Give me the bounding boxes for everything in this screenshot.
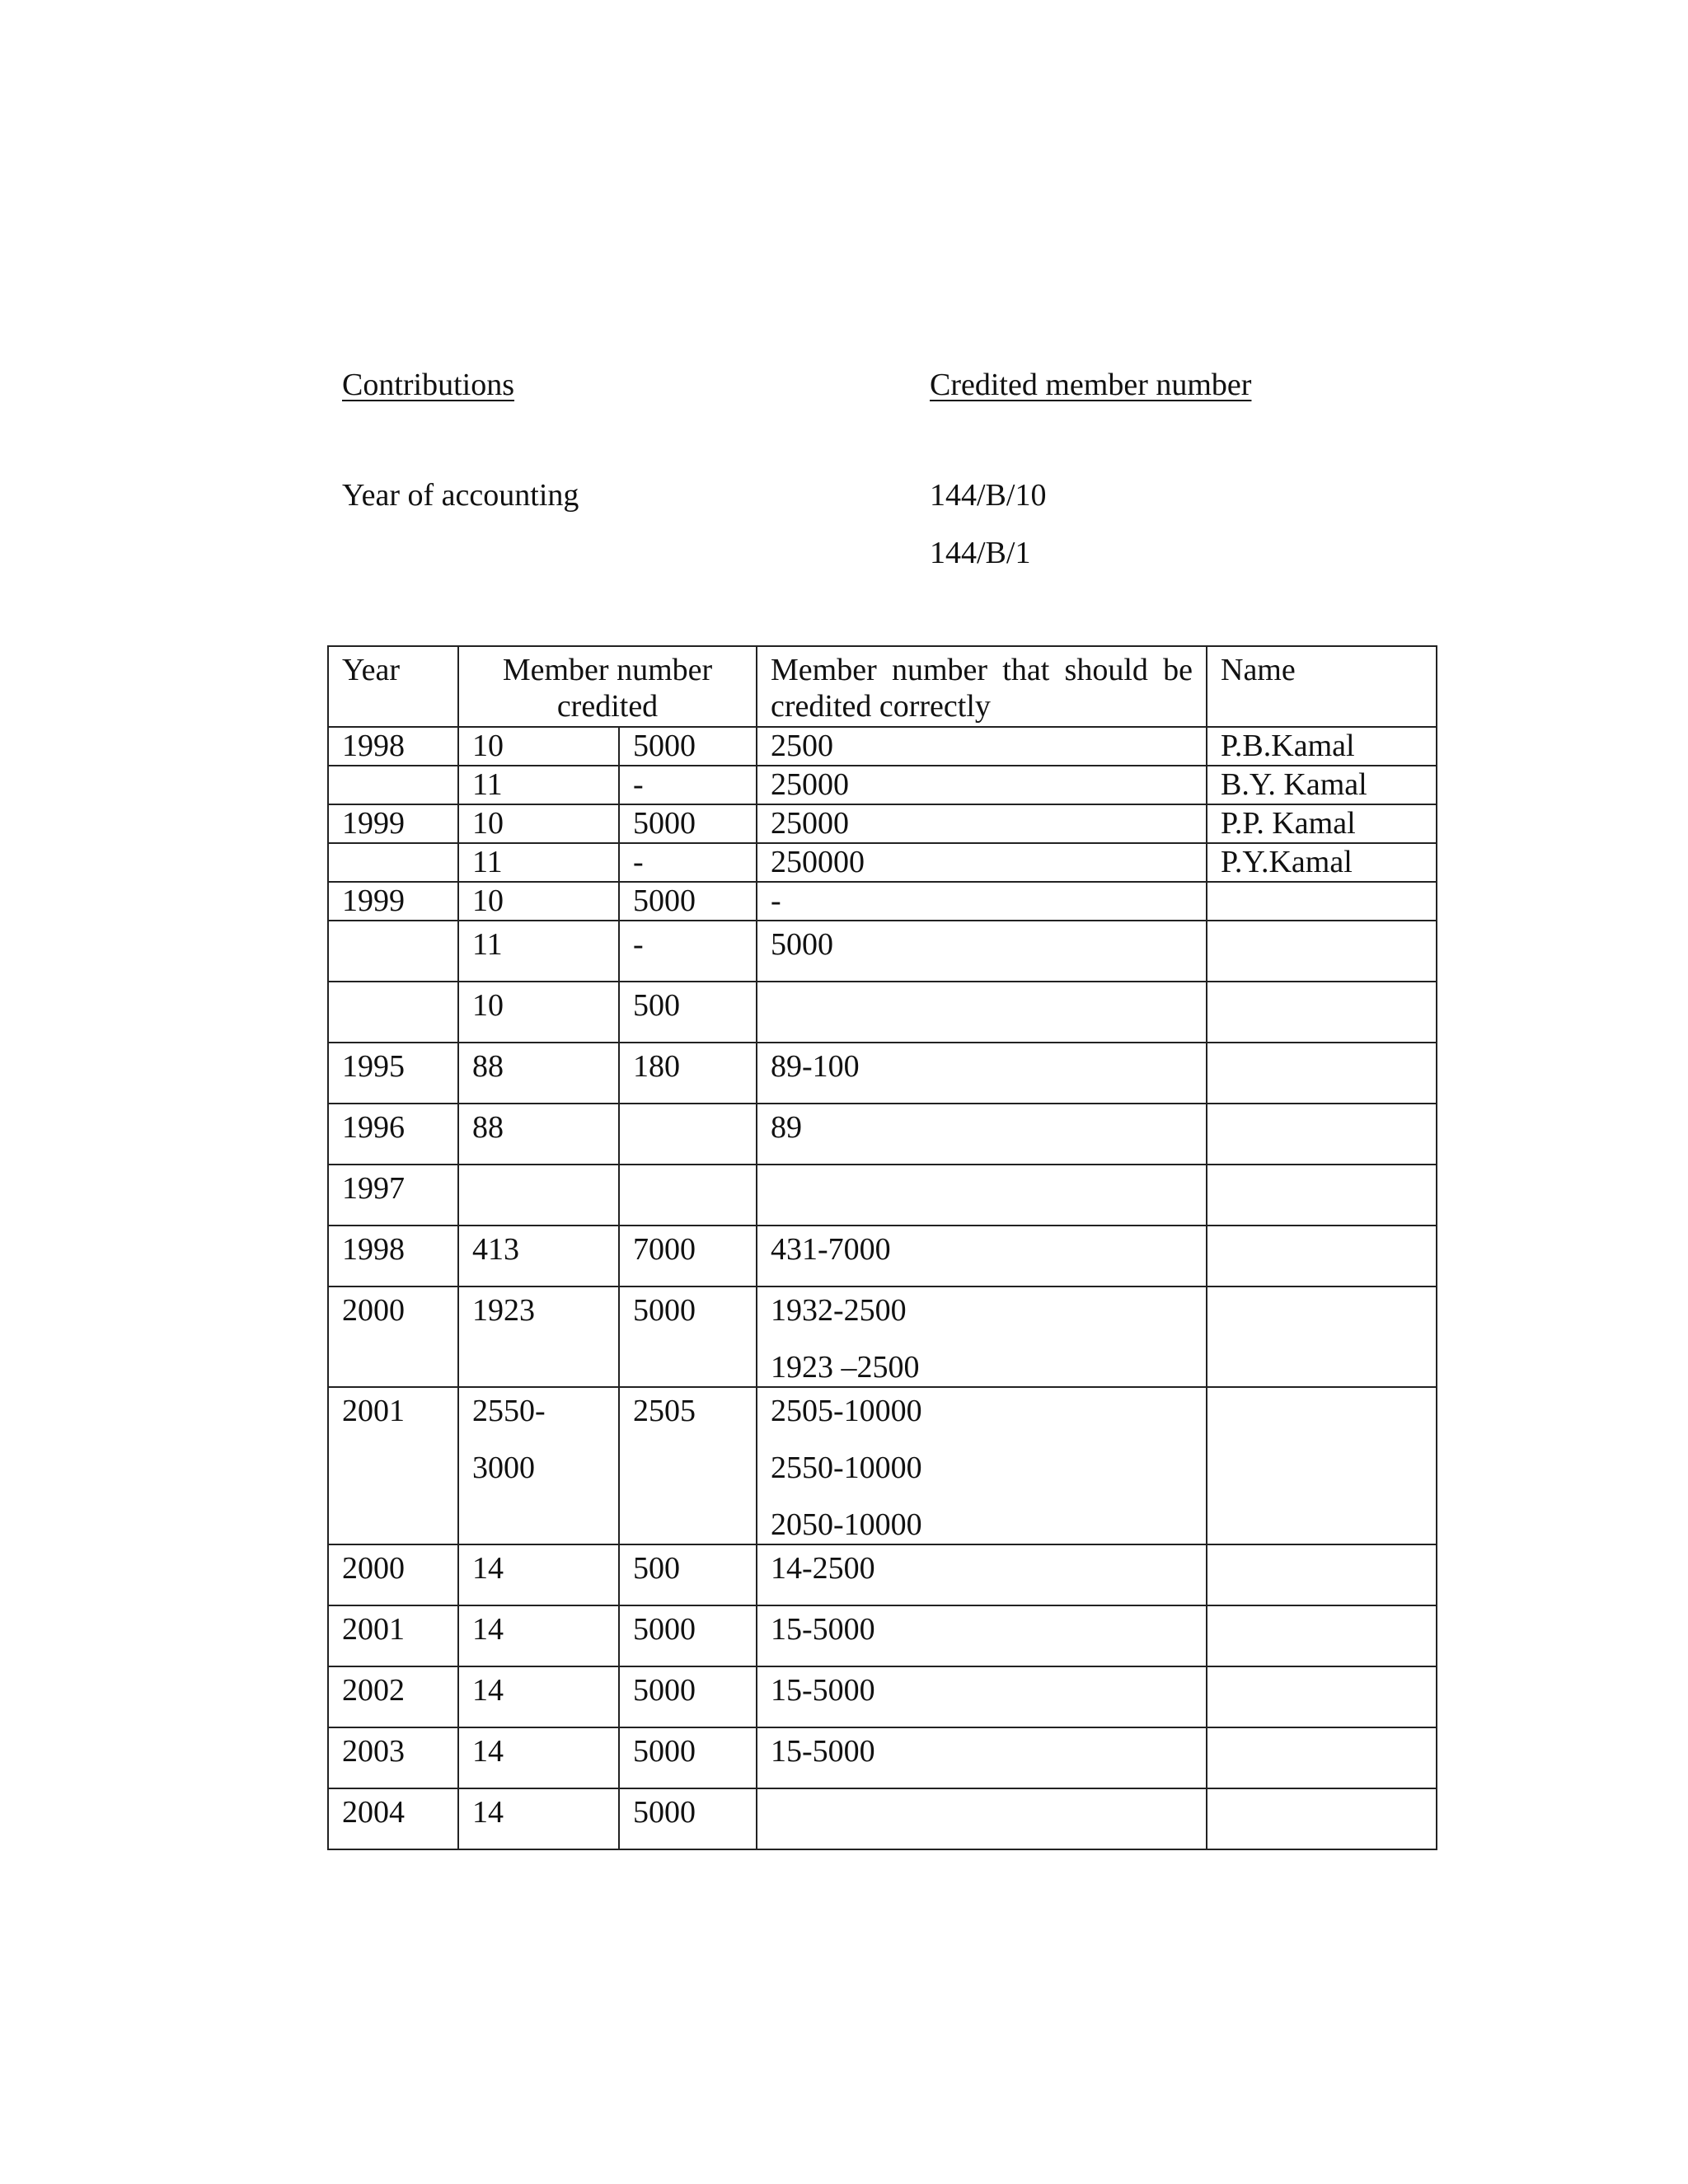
correct-member-number-cell-line: 1923 –2500 bbox=[771, 1350, 920, 1385]
member-number-cell: 413 bbox=[458, 1226, 619, 1286]
correct-member-number-cell-line: 2550-10000 bbox=[771, 1451, 922, 1485]
correct-member-number-cell: - bbox=[757, 882, 1207, 921]
name-cell: B.Y. Kamal bbox=[1207, 766, 1437, 804]
member-number-cell: 11 bbox=[458, 843, 619, 882]
credited-amount-cell: 500 bbox=[619, 1544, 757, 1605]
name-cell bbox=[1207, 1226, 1437, 1286]
credited-amount-cell: 2505 bbox=[619, 1387, 757, 1544]
name-cell bbox=[1207, 982, 1437, 1043]
table-body bbox=[328, 727, 1437, 1849]
correct-member-number-cell bbox=[757, 1286, 1207, 1387]
year-cell: 1999 bbox=[328, 804, 458, 843]
table-row bbox=[328, 882, 1437, 921]
name-cell: P.P. Kamal bbox=[1207, 804, 1437, 843]
table-row bbox=[328, 1104, 1437, 1165]
table-row bbox=[328, 1286, 1437, 1387]
name-cell bbox=[1207, 1286, 1437, 1387]
year-cell: 1995 bbox=[328, 1043, 458, 1104]
year-cell bbox=[328, 982, 458, 1043]
year-cell: 2003 bbox=[328, 1727, 458, 1788]
table-row bbox=[328, 843, 1437, 882]
correct-member-number-cell: 89 bbox=[757, 1104, 1207, 1165]
contributions-table bbox=[327, 645, 1437, 1850]
credited-amount-cell bbox=[619, 1165, 757, 1226]
name-cell bbox=[1207, 1727, 1437, 1788]
member-number-cell-line: 2550- bbox=[472, 1394, 546, 1428]
correct-member-number-cell-line: 2505-10000 bbox=[771, 1394, 922, 1428]
table-row bbox=[328, 1605, 1437, 1666]
name-cell bbox=[1207, 882, 1437, 921]
year-cell: 1999 bbox=[328, 882, 458, 921]
credited-amount-cell bbox=[619, 1104, 757, 1165]
name-cell bbox=[1207, 1387, 1437, 1544]
credited-amount-cell: 5000 bbox=[619, 727, 757, 766]
table-row bbox=[328, 1666, 1437, 1727]
member-number-cell: 14 bbox=[458, 1788, 619, 1849]
table-header-row bbox=[328, 646, 1437, 727]
member-number-cell: 11 bbox=[458, 921, 619, 982]
correct-member-number-cell bbox=[757, 1165, 1207, 1226]
table-row bbox=[328, 982, 1437, 1043]
year-cell: 1996 bbox=[328, 1104, 458, 1165]
correct-member-number-cell: 2500 bbox=[757, 727, 1207, 766]
credited-amount-cell: 7000 bbox=[619, 1226, 757, 1286]
table-row bbox=[328, 921, 1437, 982]
correct-member-number-cell bbox=[757, 982, 1207, 1043]
column-header-correct-member-number: Member number that should be credited correctly bbox=[757, 646, 1207, 727]
correct-member-number-cell: 431-7000 bbox=[757, 1226, 1207, 1286]
member-number-cell: 14 bbox=[458, 1605, 619, 1666]
member-number-cell-line: 3000 bbox=[472, 1451, 535, 1485]
correct-member-number-cell-line: 1932-2500 bbox=[771, 1293, 907, 1328]
credited-amount-cell: 5000 bbox=[619, 1605, 757, 1666]
correct-member-number-cell: 25000 bbox=[757, 804, 1207, 843]
year-cell: 2000 bbox=[328, 1286, 458, 1387]
table-row bbox=[328, 1387, 1437, 1544]
correct-member-number-cell: 15-5000 bbox=[757, 1605, 1207, 1666]
table-row bbox=[328, 1226, 1437, 1286]
credited-amount-cell: - bbox=[619, 843, 757, 882]
name-cell: P.B.Kamal bbox=[1207, 727, 1437, 766]
year-cell bbox=[328, 766, 458, 804]
table-row bbox=[328, 727, 1437, 766]
name-cell bbox=[1207, 1043, 1437, 1104]
member-number-cell: 10 bbox=[458, 727, 619, 766]
name-cell: P.Y.Kamal bbox=[1207, 843, 1437, 882]
reference-number: 144/B/1 bbox=[930, 536, 1031, 570]
member-number-cell: 14 bbox=[458, 1544, 619, 1605]
table-row bbox=[328, 1165, 1437, 1226]
name-cell bbox=[1207, 921, 1437, 982]
table-row bbox=[328, 804, 1437, 843]
member-number-cell: 88 bbox=[458, 1043, 619, 1104]
credited-amount-cell: 500 bbox=[619, 982, 757, 1043]
name-cell bbox=[1207, 1666, 1437, 1727]
member-number-cell: 14 bbox=[458, 1727, 619, 1788]
column-header-member-number-credited: Member number credited bbox=[458, 646, 757, 727]
member-number-cell bbox=[458, 1165, 619, 1226]
year-cell: 2001 bbox=[328, 1605, 458, 1666]
correct-member-number-cell: 250000 bbox=[757, 843, 1207, 882]
year-cell: 2004 bbox=[328, 1788, 458, 1849]
credited-amount-cell: 5000 bbox=[619, 1286, 757, 1387]
correct-member-number-cell bbox=[757, 1387, 1207, 1544]
credited-amount-cell: 5000 bbox=[619, 1788, 757, 1849]
table-row bbox=[328, 1544, 1437, 1605]
correct-member-number-cell bbox=[757, 1788, 1207, 1849]
table-row bbox=[328, 1727, 1437, 1788]
year-cell bbox=[328, 843, 458, 882]
name-cell bbox=[1207, 1165, 1437, 1226]
correct-member-number-cell: 15-5000 bbox=[757, 1727, 1207, 1788]
name-cell bbox=[1207, 1788, 1437, 1849]
table-row bbox=[328, 1043, 1437, 1104]
member-number-cell: 10 bbox=[458, 982, 619, 1043]
member-number-cell: 10 bbox=[458, 882, 619, 921]
correct-member-number-cell: 89-100 bbox=[757, 1043, 1207, 1104]
credited-member-number-heading: Credited member number bbox=[930, 368, 1252, 402]
correct-member-number-cell: 5000 bbox=[757, 921, 1207, 982]
year-cell: 2002 bbox=[328, 1666, 458, 1727]
credited-amount-cell: 5000 bbox=[619, 882, 757, 921]
correct-member-number-cell-line: 2050-10000 bbox=[771, 1507, 922, 1542]
credited-amount-cell: 180 bbox=[619, 1043, 757, 1104]
member-number-cell: 11 bbox=[458, 766, 619, 804]
member-number-cell: 10 bbox=[458, 804, 619, 843]
year-cell: 1997 bbox=[328, 1165, 458, 1226]
year-of-accounting-label: Year of accounting bbox=[342, 478, 579, 513]
name-cell bbox=[1207, 1544, 1437, 1605]
credited-amount-cell: 5000 bbox=[619, 1727, 757, 1788]
name-cell bbox=[1207, 1605, 1437, 1666]
credited-amount-cell: - bbox=[619, 921, 757, 982]
member-number-cell bbox=[458, 1387, 619, 1544]
member-number-cell: 88 bbox=[458, 1104, 619, 1165]
correct-member-number-cell: 15-5000 bbox=[757, 1666, 1207, 1727]
column-header-year: Year bbox=[328, 646, 458, 727]
contributions-heading: Contributions bbox=[342, 368, 515, 402]
correct-member-number-cell: 25000 bbox=[757, 766, 1207, 804]
table-row bbox=[328, 766, 1437, 804]
table-row bbox=[328, 1788, 1437, 1849]
name-cell bbox=[1207, 1104, 1437, 1165]
member-number-cell: 1923 bbox=[458, 1286, 619, 1387]
credited-amount-cell: - bbox=[619, 766, 757, 804]
reference-number: 144/B/10 bbox=[930, 478, 1047, 513]
year-cell bbox=[328, 921, 458, 982]
column-header-name: Name bbox=[1207, 646, 1437, 727]
year-cell: 1998 bbox=[328, 1226, 458, 1286]
credited-amount-cell: 5000 bbox=[619, 1666, 757, 1727]
year-cell: 2000 bbox=[328, 1544, 458, 1605]
year-cell: 1998 bbox=[328, 727, 458, 766]
credited-amount-cell: 5000 bbox=[619, 804, 757, 843]
correct-member-number-cell: 14-2500 bbox=[757, 1544, 1207, 1605]
member-number-cell: 14 bbox=[458, 1666, 619, 1727]
year-cell: 2001 bbox=[328, 1387, 458, 1544]
